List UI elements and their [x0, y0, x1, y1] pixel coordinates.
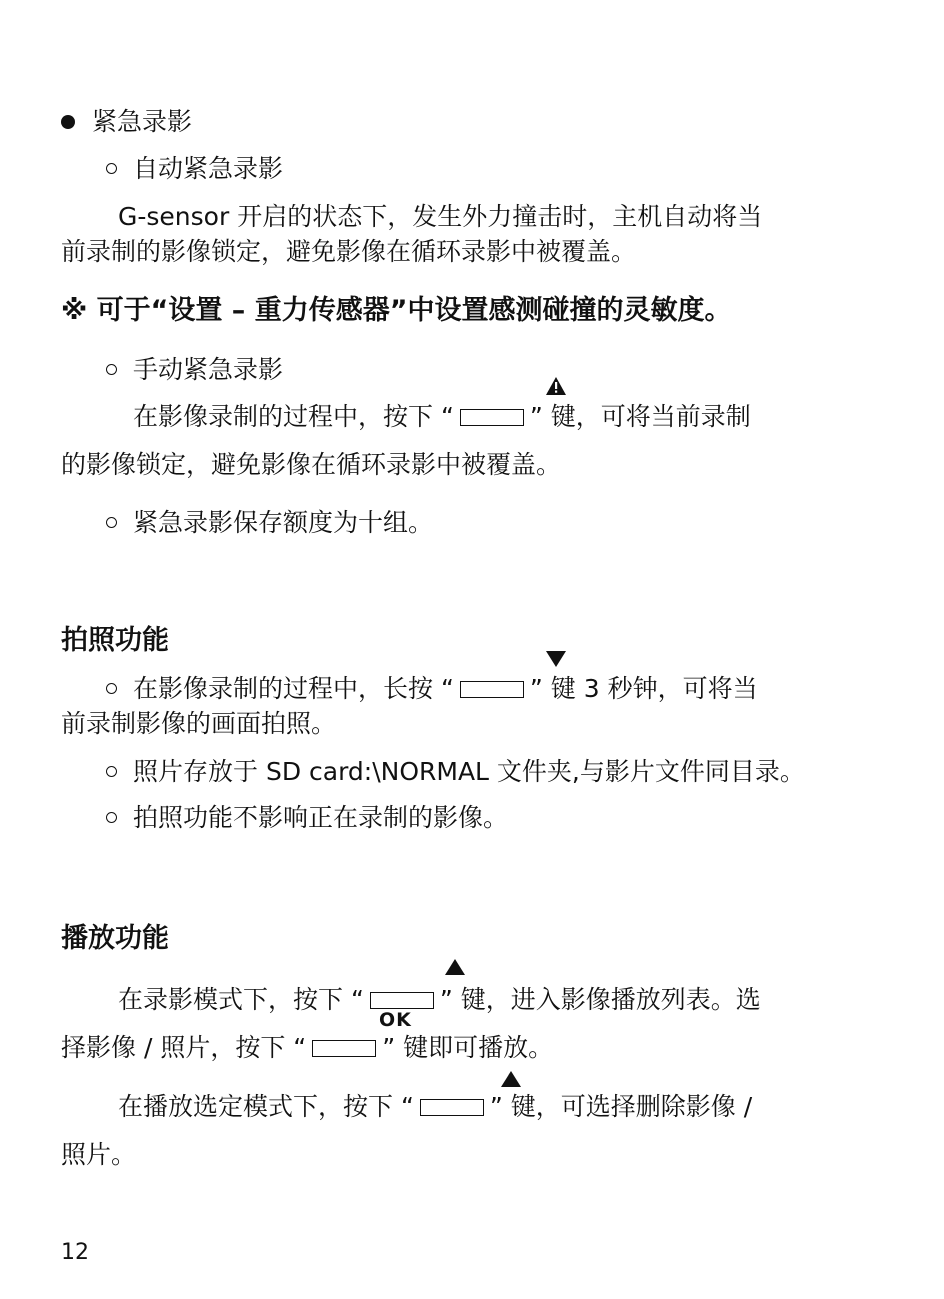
playback-p1-pre: 在录影模式下，按下 “ — [118, 985, 364, 1014]
ok-key-button — [312, 1040, 376, 1057]
up-key-button — [370, 992, 434, 1009]
photo-title: 拍照功能 — [61, 625, 169, 656]
circle-bullet — [106, 812, 117, 823]
quota-text: 紧急录影保存额度为十组。 — [133, 508, 434, 537]
manual-emergency-title: 手动紧急录影 — [133, 355, 284, 384]
bullet-dot — [61, 115, 75, 129]
emergency-key-button — [460, 409, 524, 426]
circle-bullet — [106, 163, 117, 174]
down-key-button — [460, 681, 524, 698]
playback-p2-post: ” 键即可播放。 — [382, 1033, 554, 1062]
playback-p2 — [61, 1031, 553, 1065]
circle-bullet — [106, 766, 117, 777]
manual-text-pre: 在影像录制的过程中，按下 “ — [133, 402, 454, 431]
playback-p3 — [118, 1090, 752, 1124]
manual-emergency-line2: 的影像锁定，避免影像在循环录影中被覆盖。 — [61, 450, 562, 479]
ok-label: OK — [379, 1009, 412, 1031]
auto-emergency-line1: G-sensor 开启的状态下，发生外力撞击时，主机自动将当 — [118, 202, 763, 231]
playback-title: 播放功能 — [61, 923, 169, 954]
auto-emergency-item — [106, 152, 283, 186]
circle-bullet — [106, 364, 117, 375]
manual-emergency-item — [106, 353, 283, 387]
circle-bullet — [106, 517, 117, 528]
page-number: 12 — [61, 1240, 89, 1265]
emergency-title: 紧急录影 — [92, 107, 193, 136]
quota-item — [106, 506, 433, 540]
playback-p3-line2: 照片。 — [61, 1140, 137, 1169]
auto-emergency-line2: 前录制的影像锁定，避免影像在循环录影中被覆盖。 — [61, 237, 637, 266]
photo-item1-post: ” 键 3 秒钟，可将当 — [529, 674, 758, 703]
down-triangle-icon — [545, 650, 567, 668]
playback-p2-pre: 择影像 / 照片，按下 “ — [61, 1033, 307, 1062]
up-triangle-icon — [444, 958, 466, 976]
playback-p3-pre: 在播放选定模式下，按下 “ — [118, 1092, 414, 1121]
playback-p3-post: ” 键，可选择删除影像 / — [489, 1092, 753, 1121]
manual-text-post: ” 键，可将当前录制 — [529, 402, 751, 431]
auto-emergency-title: 自动紧急录影 — [133, 154, 284, 183]
photo-item1-line2: 前录制影像的画面拍照。 — [61, 709, 337, 738]
up-triangle-icon — [500, 1070, 522, 1088]
playback-p1-post: ” 键，进入影像播放列表。选 — [439, 985, 761, 1014]
photo-item1 — [106, 672, 758, 706]
photo-item2 — [106, 755, 805, 789]
circle-bullet — [106, 683, 117, 694]
photo-item3 — [106, 801, 508, 835]
warning-triangle-icon — [545, 376, 567, 396]
gsensor-note: ※ 可于“设置 – 重力传感器”中设置感测碰撞的灵敏度。 — [61, 295, 732, 326]
photo-item3-text: 拍照功能不影响正在录制的影像。 — [133, 803, 509, 832]
photo-item2-text: 照片存放于 SD card:\NORMAL 文件夹,与影片文件同目录。 — [133, 757, 805, 786]
up-key-button-delete — [420, 1099, 484, 1116]
playback-p1 — [118, 983, 761, 1017]
manual-emergency-line1 — [133, 400, 751, 434]
photo-item1-pre: 在影像录制的过程中，长按 “ — [133, 674, 454, 703]
